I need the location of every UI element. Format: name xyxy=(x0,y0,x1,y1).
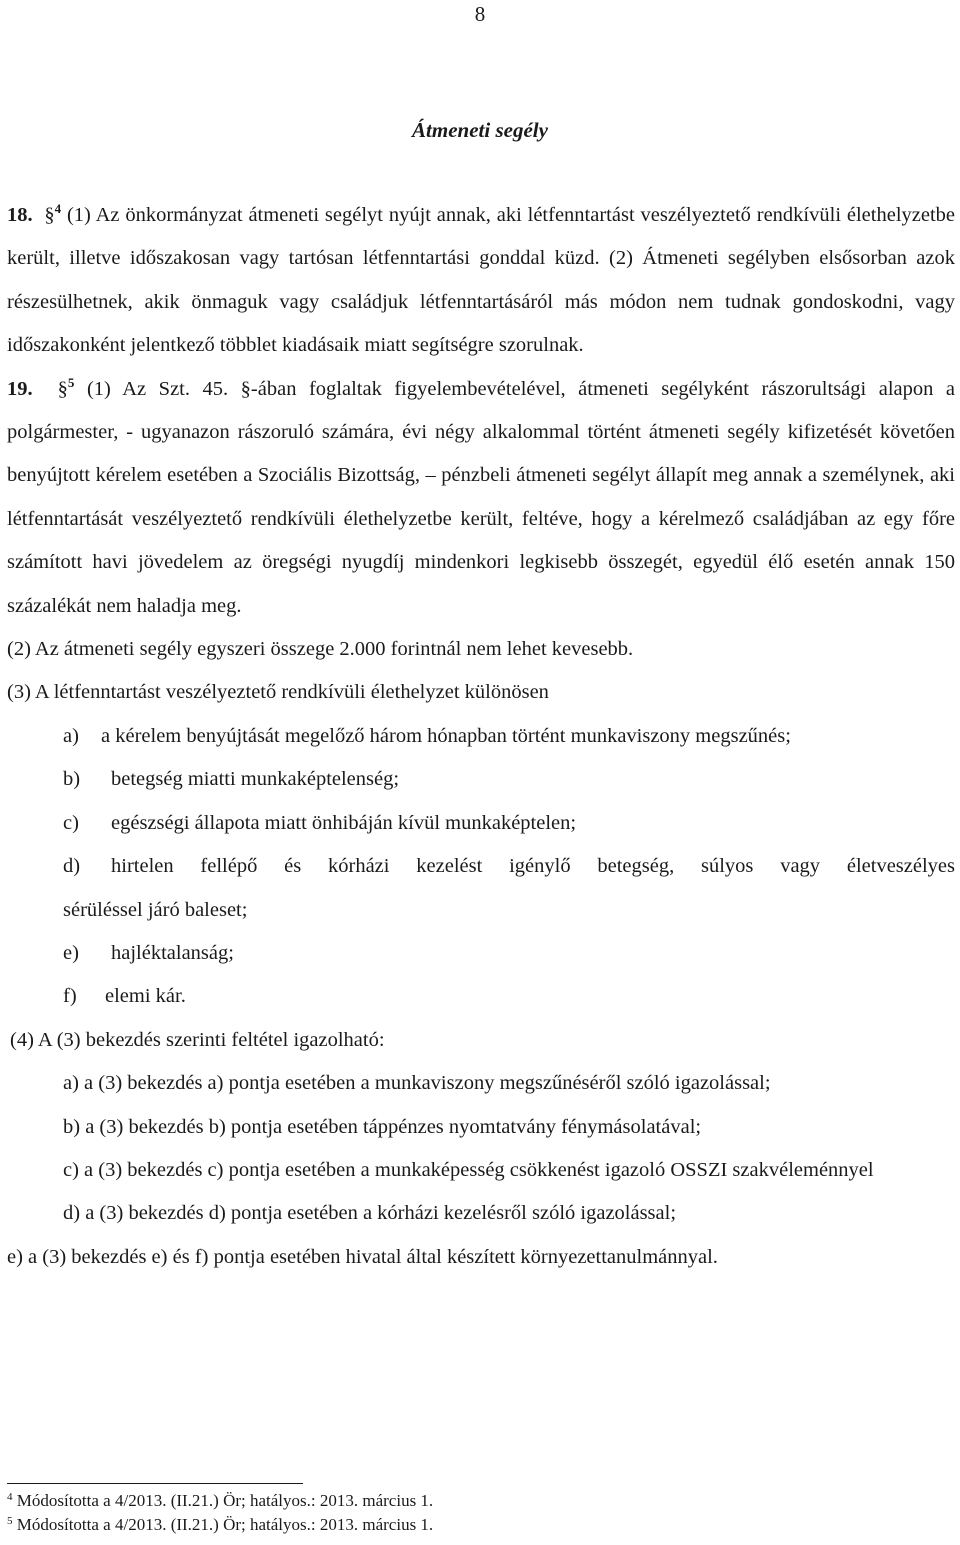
list-item-text: egészségi állapota miatt önhibáján kívül munkaképtelen; xyxy=(111,811,577,834)
proof-item: a) a (3) bekezdés a) pontja esetében a munkaviszony megszűnéséről szóló igazolással; xyxy=(63,1072,771,1095)
section-18-number: 18. xyxy=(7,204,33,226)
section-19-paragraph-4: (4) A (3) bekezdés szerinti feltétel igazolható: xyxy=(10,1028,385,1051)
list-item xyxy=(7,975,955,1018)
list-item-text: hajléktalanság; xyxy=(111,941,234,964)
section-18-text: (1) Az önkormányzat átmeneti segélyt nyújt annak, aki létfenntartást veszélyeztető rendkívüli élethelyzetbe került, illetve időszakosan vagy tartósan létfenntartási gonddal küzd. (2) Átmeneti segélyben elsősorban azok részesülhetnek, akik önmaguk vagy családjuk létfenntartásáról más módon nem tudnak gondoskodni, vagy időszakonként jelentkező többlet kiadásaik miatt segítségre szorulnak. xyxy=(7,204,956,357)
proof-item: c) a (3) bekezdés c) pontja esetében a munkaképesség csökkenést igazoló OSSZI szakvéleménnyel xyxy=(63,1158,874,1181)
document-body xyxy=(7,194,955,1279)
section-19-paragraph-3: (3) A létfenntartást veszélyeztető rendkívüli élethelyzet különösen xyxy=(7,681,549,704)
footnote-text: Módosította a 4/2013. (II.21.) Ör; hatályos.: 2013. március 1. xyxy=(16,1491,434,1510)
footnote-4 xyxy=(7,1489,433,1513)
list-item-continuation: sérüléssel járó baleset; xyxy=(63,898,248,921)
list-item-label: d) xyxy=(63,855,81,878)
section-title: Átmeneti segély xyxy=(412,118,548,142)
footnotes xyxy=(7,1489,433,1537)
section-sign: § xyxy=(57,377,68,400)
list-item-label: c) xyxy=(63,811,79,834)
list-item xyxy=(7,758,955,801)
section-19-paragraph-2: (2) Az átmeneti segély egyszeri összege 2.000 forintnál nem lehet kevesebb. xyxy=(7,638,634,661)
list-item-text: betegség miatti munkaképtelenség; xyxy=(111,768,400,791)
footnote-5 xyxy=(7,1513,433,1537)
list-item-label: f) xyxy=(63,985,77,1008)
footnote-text: Módosította a 4/2013. (II.21.) Ör; hatályos.: 2013. március 1. xyxy=(16,1515,434,1534)
list-item-label: b) xyxy=(63,768,81,791)
section-18 xyxy=(7,194,955,368)
page-number: 8 xyxy=(474,2,486,26)
footnote-ref-5: 5 xyxy=(67,374,75,390)
section-19 xyxy=(7,368,955,628)
section-19-paragraph-1: (1) Az Szt. 45. §-ában foglaltak figyelembevételével, átmeneti segélyként rászorultsági alapon a polgármester, - ugyanazon rászoruló számára, évi négy alkalommal történt átmeneti segély kifizetését követően benyújtott kérelem esetében a Szociális Bizottság, – pénzbeli átmeneti segélyt állapít meg annak a személynek, aki létfenntartását veszélyeztető rendkívüli élethelyzetbe került, feltéve, hogy a kérelmező családjában az egy főre számított havi jövedelem az öregségi nyugdíj mindenkori legkisebb összegét, egyedül élő esetén annak 150 százalékát nem haladja meg. xyxy=(7,377,956,617)
list-item xyxy=(7,845,955,932)
list-item xyxy=(7,802,955,845)
list-item-label: e) xyxy=(63,941,79,964)
footnote-separator xyxy=(7,1483,303,1484)
footnote-number: 4 xyxy=(7,1491,13,1503)
list-item xyxy=(7,932,955,975)
footnote-ref-4: 4 xyxy=(54,201,62,216)
section-sign: § xyxy=(44,204,55,226)
proof-item: b) a (3) bekezdés b) pontja esetében táppénzes nyomtatvány fénymásolatával; xyxy=(63,1115,702,1138)
list-item xyxy=(7,715,955,758)
list-item-label: a) xyxy=(63,724,79,747)
proof-item: e) a (3) bekezdés e) és f) pontja esetében hivatal által készített környezettanulmánnyal. xyxy=(7,1245,718,1268)
proof-item: d) a (3) bekezdés d) pontja esetében a kórházi kezelésről szóló igazolással; xyxy=(63,1202,677,1225)
section-19-number: 19. xyxy=(7,377,33,400)
list-item-text: elemi kár. xyxy=(105,985,186,1008)
footnote-number: 5 xyxy=(7,1515,13,1527)
list-item-text: hirtelen fellépő és kórházi kezelést igénylő betegség, súlyos vagy életveszélyes xyxy=(111,855,955,878)
list-item-text: a kérelem benyújtását megelőző három hónapban történt munkaviszony megszűnés; xyxy=(101,724,791,747)
